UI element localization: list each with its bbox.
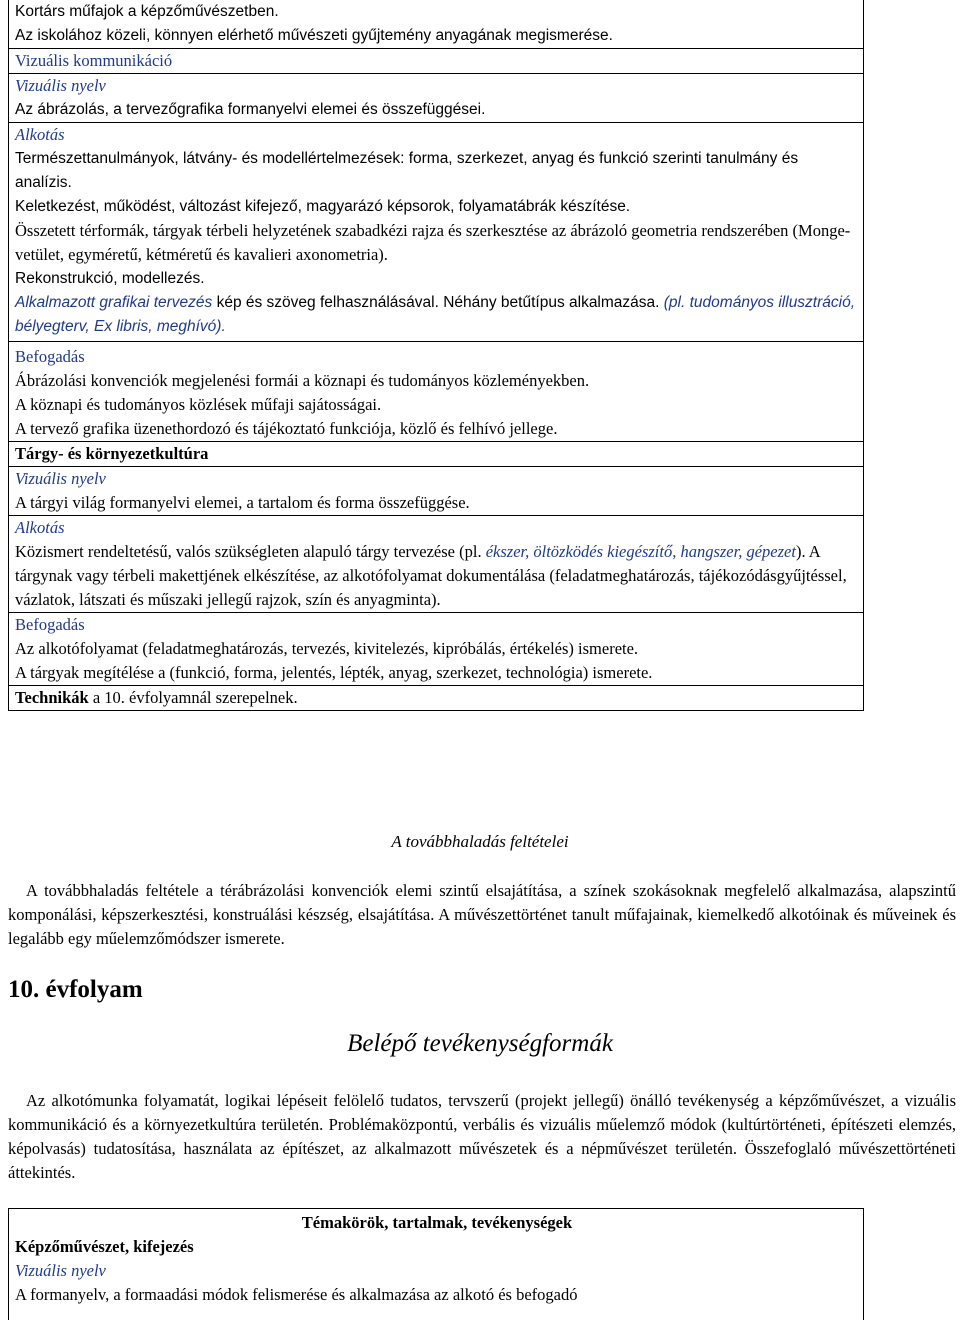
- table-line: A tárgyak megítélése a (funkció, forma, jelentés, lépték, anyag, szerkezet, technológia) ismerete.: [15, 663, 653, 682]
- subsection-alkotas: [9, 122, 863, 341]
- subsection-vizualis-nyelv-2: [9, 466, 863, 515]
- techniques-line: [9, 686, 863, 710]
- subsection-title: Befogadás: [15, 347, 85, 366]
- object-design-text-a: Közismert rendeltetésű, valós szükségleten alapuló tárgy tervezése (pl.: [15, 542, 486, 561]
- table-line-applied-graphics: [9, 291, 863, 341]
- techniques-label: Technikák: [15, 688, 89, 707]
- object-design-text-c: ). A tárgynak vagy térbeli makettjének elkészítése, az alkotófolyamat dokumentálása (feladatmeghatározás, tájékozódásgyűjtéssel, vázlatok, látszati és műszaki jellegű rajzok, szín és anyagminta).: [15, 542, 847, 609]
- applied-graphics-examples: (pl. tudományos illusztráció, bélyegterv, Ex libris, meghívó).: [15, 294, 856, 335]
- section-targy-kornyezetkultura: [9, 441, 863, 466]
- table-line: Ábrázolási konvenciók megjelenési formái a köznapi és tudományos közleményekben.: [15, 371, 590, 390]
- content-table-grade-9: [8, 0, 864, 711]
- table-line: Összetett térformák, tárgyak térbeli helyzetének szabadkézi rajza és szerkesztése az ábrázoló geometria rendszerében (Monge-vetület, egyméretű, kétméretű és kavalieri axonometria).: [15, 221, 851, 264]
- table-line: Természettanulmányok, látvány- és modellértelmezések: forma, szerkezet, anyag és funkció szerinti tanulmány és analízis.: [15, 150, 799, 191]
- progression-paragraph: A továbbhaladás feltétele a térábrázolási konvenciók elemi szintű elsajátítása, a színek szokásoknak megfelelő alkalmazása, alapszintű komponálási, képszerkesztési, konstruálási készség, elsajátítása. A művészettörténet tanult műfajainak, kiemelkedő alkotóinak és műveinek és legalább egy műelemzőmódszer ismerete.: [8, 881, 956, 948]
- subsection-title: Befogadás: [15, 615, 85, 634]
- techniques-text: a 10. évfolyamnál szerepelnek.: [88, 688, 298, 707]
- table-line: A tárgyi világ formanyelvi elemei, a tartalom és forma összefüggése.: [15, 493, 470, 512]
- table-row-contemporary: [9, 0, 863, 48]
- subsection-title: Vizuális nyelv: [15, 1261, 106, 1280]
- subsection-title: Vizuális nyelv: [15, 76, 106, 95]
- section-title: Vizuális kommunikáció: [15, 51, 173, 70]
- section-vizualis-kommunikacio: [9, 48, 863, 73]
- table-header: Témakörök, tartalmak, tevékenységek: [301, 1213, 573, 1232]
- entry-activities-paragraph: Az alkotómunka folyamatát, logikai lépéseit felölelő tudatos, tervszerű (projekt jellegű) önálló tevékenység a képzőművészet, a vizuális kommunikáció és a környezetkultúra területén. Problémaközpontú, verbális és vizuális műelemző módok (kultúrtörténeti, építészeti elemzés, képolvasás) tudatosítása, használata az építészet, az alkalmazott művészetek és a népművészet területén. Összefoglaló művészettörténeti áttekintés.: [8, 1091, 956, 1182]
- table-line: Keletkezést, működést, változást kifejező, magyarázó képsorok, folyamatábrák készítése.: [15, 198, 631, 215]
- entry-activities-heading: Belépő tevékenységformák: [347, 1030, 613, 1057]
- table-line: Rekonstrukció, modellezés.: [15, 270, 205, 287]
- subsection-befogadas: [9, 341, 863, 441]
- object-design-examples: ékszer, öltözködés kiegészítő, hangszer, gépezet: [485, 542, 796, 561]
- subsection-alkotas-2: [9, 515, 863, 612]
- content-table-grade-10: [8, 1208, 864, 1320]
- table-line: Kortárs műfajok a képzőművészetben.: [15, 3, 279, 20]
- table-line: A tervező grafika üzenethordozó és tájékoztató funkciója, közlő és felhívó jellege.: [15, 419, 558, 438]
- section-title: Tárgy- és környezetkultúra: [15, 444, 209, 463]
- applied-graphics-text: kép és szöveg felhasználásával. Néhány betűtípus alkalmazása.: [212, 294, 660, 311]
- table-line: Az alkotófolyamat (feladatmeghatározás, tervezés, kivitelezés, kipróbálás, értékelés) ismerete.: [15, 639, 639, 658]
- subsection-title: Alkotás: [15, 125, 65, 144]
- table-row-techniques: [9, 685, 863, 710]
- subsection-vizualis-nyelv: [9, 73, 863, 122]
- subsection-befogadas-2: [9, 612, 863, 685]
- section-title: Képzőművészet, kifejezés: [15, 1237, 194, 1256]
- table-line: Az iskolához közeli, könnyen elérhető művészeti gyűjtemény anyagának megismerése.: [15, 27, 613, 44]
- table-line: Az ábrázolás, a tervezőgrafika formanyelvi elemei és összefüggései.: [15, 101, 486, 118]
- applied-graphics-term: Alkalmazott grafikai tervezés: [15, 294, 213, 311]
- table-line-object-design: [9, 540, 863, 612]
- progression-heading: A továbbhaladás feltételei: [391, 832, 569, 851]
- subsection-title: Vizuális nyelv: [15, 469, 106, 488]
- table-line: A formanyelv, a formaadási módok felismerése és alkalmazása az alkotó és befogadó: [15, 1285, 578, 1304]
- subsection-title: Alkotás: [15, 518, 65, 537]
- table-line: A köznapi és tudományos közlések műfaji sajátosságai.: [15, 395, 382, 414]
- grade-heading: 10. évfolyam: [8, 976, 143, 1003]
